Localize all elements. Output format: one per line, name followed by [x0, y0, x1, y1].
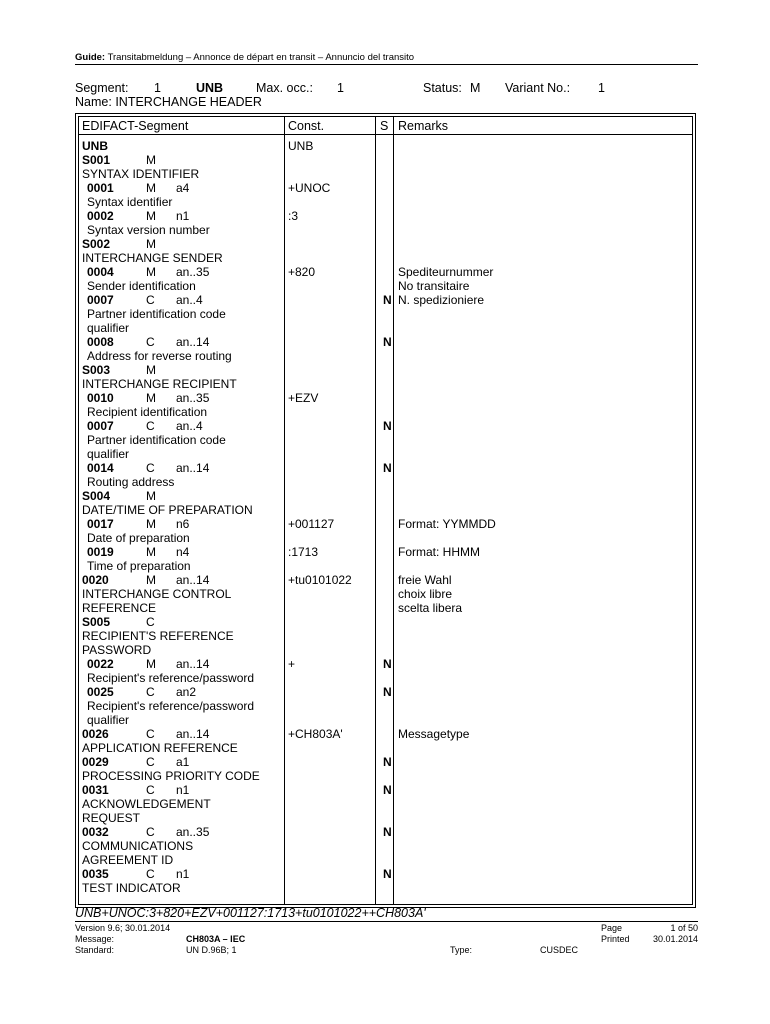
element-status: C [146, 461, 155, 475]
variant-value: 1 [598, 81, 605, 95]
footer-standard-value: UN D.96B; 1 [186, 945, 237, 955]
header-rule [75, 64, 698, 65]
element-code: S005 [82, 615, 111, 629]
element-code: 0007 [87, 419, 114, 433]
element-description: Syntax identifier [87, 195, 173, 209]
element-status: M [146, 153, 156, 167]
element-format: an..14 [176, 461, 210, 475]
col-header-segment: EDIFACT-Segment [82, 119, 189, 133]
element-format: an..35 [176, 265, 210, 279]
element-format: n1 [176, 867, 190, 881]
guide-text: Transitabmeldung – Annonce de départ en transit – Annuncio del transito [107, 52, 415, 63]
element-description: Partner identification code [87, 433, 226, 447]
guide-header [75, 52, 414, 63]
segment-value: 1 [154, 81, 161, 95]
segment-table-inner [78, 116, 693, 905]
element-description: RECIPIENT'S REFERENCE [82, 629, 234, 643]
element-description: Date of preparation [87, 531, 190, 545]
element-const: +001127 [288, 517, 335, 531]
element-code: 0001 [87, 181, 114, 195]
element-format: n1 [176, 783, 190, 797]
element-format: an..14 [176, 657, 210, 671]
element-code: 0032 [82, 825, 109, 839]
element-description: INTERCHANGE SENDER [82, 251, 223, 265]
element-remark: Format: HHMM [398, 545, 480, 559]
max-occ-value: 1 [337, 81, 344, 95]
footer-printed-label: Printed [601, 934, 630, 944]
element-description: PROCESSING PRIORITY CODE [82, 769, 260, 783]
element-s-flag: N [383, 867, 392, 881]
element-const: +UNOC [288, 181, 331, 195]
element-remark: Spediteurnummer [398, 265, 494, 279]
element-status: C [146, 867, 155, 881]
segment-table [75, 113, 696, 908]
col-header-s: S [380, 119, 389, 133]
example-string: UNB+UNOC:3+820+EZV+001127:1713+tu0101022++CH803A' [75, 906, 426, 920]
footer-type-value: CUSDEC [540, 945, 579, 955]
element-status: M [146, 209, 156, 223]
column-divider [393, 117, 394, 904]
footer-printed-value: 30.01.2014 [652, 934, 698, 944]
element-description: qualifier [87, 447, 130, 461]
footer-page-label: Page [601, 923, 623, 933]
element-format: an..14 [176, 727, 210, 741]
element-format: an..4 [176, 419, 203, 433]
name-line [75, 95, 262, 109]
status-value: M [470, 81, 481, 95]
segment-label: Segment: [75, 81, 129, 95]
element-const: +820 [288, 265, 316, 279]
element-code: S002 [82, 237, 111, 251]
element-status: C [146, 615, 155, 629]
element-remark: No transitaire [398, 279, 470, 293]
element-description: qualifier [87, 713, 130, 727]
element-format: a1 [176, 755, 190, 769]
element-code: S001 [82, 153, 111, 167]
element-description: Address for reverse routing [87, 349, 232, 363]
element-s-flag: N [383, 755, 392, 769]
element-const: +EZV [288, 391, 319, 405]
element-remark: freie Wahl [398, 573, 452, 587]
element-code: 0007 [87, 293, 114, 307]
element-format: n1 [176, 209, 190, 223]
element-description: Recipient's reference/password [87, 699, 255, 713]
name-label: Name: [75, 95, 112, 109]
element-status: C [146, 335, 155, 349]
element-status: M [146, 181, 156, 195]
element-status: C [146, 685, 155, 699]
element-code: 0017 [87, 517, 114, 531]
element-description: Sender identification [87, 279, 196, 293]
element-format: an2 [176, 685, 197, 699]
element-s-flag: N [383, 293, 392, 307]
element-description: qualifier [87, 321, 130, 335]
col-header-const: Const. [288, 119, 325, 133]
element-description: Partner identification code [87, 307, 226, 321]
element-s-flag: N [383, 335, 392, 349]
element-description: COMMUNICATIONS [82, 839, 194, 853]
element-remark: Format: YYMMDD [398, 517, 496, 531]
footer-version: Version 9.6; 30.01.2014 [75, 923, 171, 933]
element-code: 0029 [82, 755, 109, 769]
segment-tag: UNB [196, 81, 224, 95]
footer-page-value: 1 of 50 [670, 923, 698, 933]
element-code: 0026 [82, 727, 109, 741]
max-occ-label: Max. occ.: [256, 81, 313, 95]
element-description: REFERENCE [82, 601, 157, 615]
element-status: M [146, 265, 156, 279]
element-const: :3 [288, 209, 299, 223]
footer-message-label: Message: [75, 934, 115, 944]
element-format: n6 [176, 517, 190, 531]
variant-label: Variant No.: [505, 81, 571, 95]
element-code: 0025 [87, 685, 114, 699]
element-code: 0002 [87, 209, 114, 223]
element-format: an..14 [176, 573, 210, 587]
element-s-flag: N [383, 461, 392, 475]
footer-standard-label: Standard: [75, 945, 115, 955]
element-remark: N. spedizioniere [398, 293, 485, 307]
element-const: +tu0101022 [288, 573, 352, 587]
element-s-flag: N [383, 685, 392, 699]
element-code: 0020 [82, 573, 109, 587]
element-description: Recipient identification [87, 405, 208, 419]
element-code: S003 [82, 363, 111, 377]
element-format: n4 [176, 545, 190, 559]
element-code: 0031 [82, 783, 109, 797]
element-description: ACKNOWLEDGEMENT [82, 797, 211, 811]
element-description: Time of preparation [87, 559, 191, 573]
element-s-flag: N [383, 825, 392, 839]
element-s-flag: N [383, 783, 392, 797]
element-code: 0022 [87, 657, 114, 671]
element-description: Routing address [87, 475, 175, 489]
element-status: M [146, 545, 156, 559]
element-status: M [146, 391, 156, 405]
element-format: an..35 [176, 391, 210, 405]
element-description: INTERCHANGE RECIPIENT [82, 377, 237, 391]
element-status: C [146, 293, 155, 307]
element-const: :1713 [288, 545, 319, 559]
element-code: 0008 [87, 335, 114, 349]
element-status: C [146, 783, 155, 797]
element-description: APPLICATION REFERENCE [82, 741, 238, 755]
element-description: Syntax version number [87, 223, 210, 237]
element-format: an..4 [176, 293, 203, 307]
footer-message-value: CH803A – IEC [186, 934, 246, 944]
element-remark: scelta libera [398, 601, 463, 615]
element-code: S004 [82, 489, 111, 503]
element-status: C [146, 755, 155, 769]
name-value: INTERCHANGE HEADER [115, 95, 262, 109]
status-label: Status: [423, 81, 462, 95]
element-format: an..35 [176, 825, 210, 839]
element-description: AGREEMENT ID [82, 853, 174, 867]
element-status: M [146, 489, 156, 503]
header-divider [79, 134, 692, 135]
element-description: INTERCHANGE CONTROL [82, 587, 232, 601]
element-const: UNB [288, 139, 314, 153]
element-code: 0014 [87, 461, 114, 475]
element-status: C [146, 419, 155, 433]
element-remark: Messagetype [398, 727, 470, 741]
footer-type-label: Type: [450, 945, 473, 955]
element-s-flag: N [383, 657, 392, 671]
column-divider [284, 117, 285, 904]
element-description: TEST INDICATOR [82, 881, 181, 895]
element-s-flag: N [383, 419, 392, 433]
element-description: REQUEST [82, 811, 141, 825]
footer-rule [75, 921, 698, 922]
element-code: 0010 [87, 391, 114, 405]
element-code: UNB [82, 139, 108, 153]
column-divider [375, 117, 376, 904]
element-code: 0019 [87, 545, 114, 559]
element-remark: choix libre [398, 587, 453, 601]
element-description: PASSWORD [82, 643, 152, 657]
element-code: 0035 [82, 867, 109, 881]
element-description: SYNTAX IDENTIFIER [82, 167, 200, 181]
element-status: M [146, 363, 156, 377]
element-description: Recipient's reference/password [87, 671, 255, 685]
element-format: an..14 [176, 335, 210, 349]
guide-label: Guide: [75, 52, 106, 63]
element-status: C [146, 727, 155, 741]
element-const: + [288, 657, 296, 671]
element-status: M [146, 237, 156, 251]
element-description: DATE/TIME OF PREPARATION [82, 503, 253, 517]
element-status: M [146, 657, 156, 671]
col-header-remarks: Remarks [398, 119, 449, 133]
element-format: a4 [176, 181, 190, 195]
element-status: M [146, 517, 156, 531]
element-status: M [146, 573, 156, 587]
element-code: 0004 [87, 265, 114, 279]
element-status: C [146, 825, 155, 839]
element-const: +CH803A' [288, 727, 343, 741]
